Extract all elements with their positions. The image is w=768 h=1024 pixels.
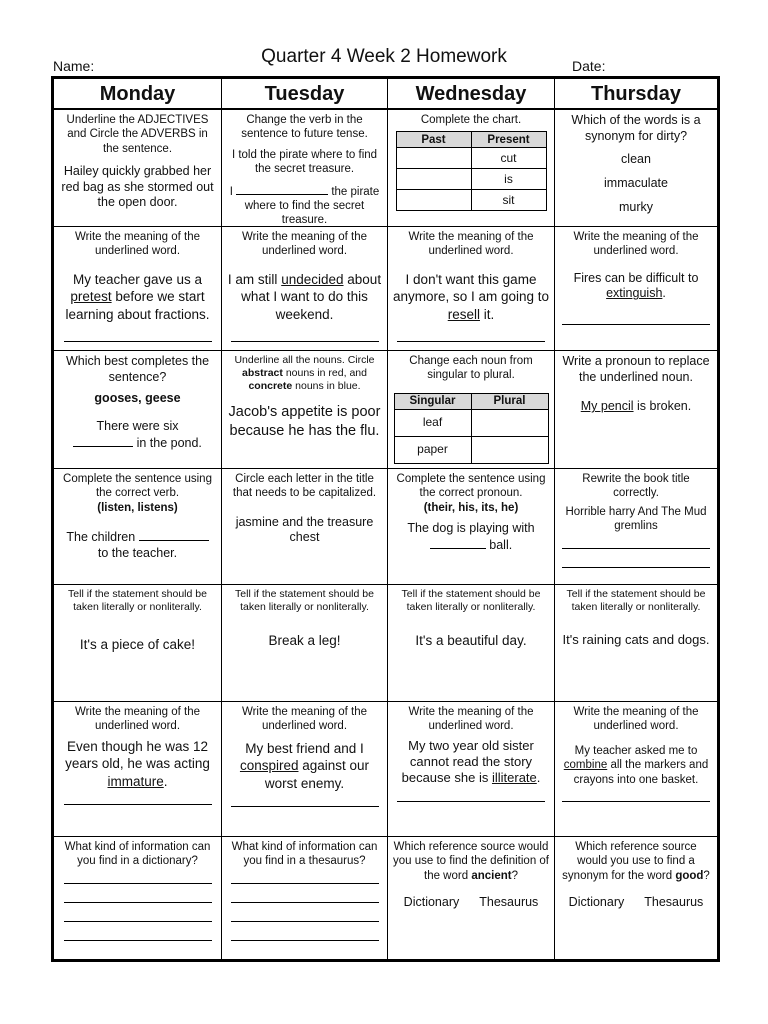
sentence bbox=[559, 744, 713, 787]
cell-r7-tuesday bbox=[222, 837, 388, 959]
underlined-word: immature bbox=[107, 773, 164, 789]
fill-sentence bbox=[392, 521, 550, 553]
instruction bbox=[226, 354, 383, 393]
underlined-word: illiterate bbox=[491, 770, 537, 786]
answer-blank[interactable] bbox=[73, 435, 133, 447]
answer-line[interactable] bbox=[562, 324, 710, 325]
cell-r6-wednesday bbox=[388, 702, 555, 837]
answer-options bbox=[559, 895, 713, 911]
sentence bbox=[392, 738, 550, 787]
sentence bbox=[226, 271, 383, 324]
instruction: Write the meaning of the underlined word. bbox=[573, 231, 699, 258]
book-title[interactable]: jasmine and the treasure chest bbox=[235, 514, 374, 545]
answer-line[interactable] bbox=[231, 341, 379, 342]
text-before: My teacher asked me to bbox=[574, 744, 698, 757]
cell-r7-wednesday bbox=[388, 837, 555, 959]
text-before: I am still bbox=[227, 271, 278, 287]
text-after: . bbox=[536, 770, 541, 786]
cell-r5-monday bbox=[54, 585, 222, 702]
text-after: . bbox=[163, 773, 168, 789]
sentence bbox=[392, 271, 550, 324]
statement: It's a piece of cake! bbox=[79, 637, 196, 653]
answer-blank[interactable] bbox=[430, 537, 486, 549]
cell-r1-tuesday bbox=[222, 110, 388, 227]
singular-word: paper bbox=[394, 436, 471, 463]
keyword-abstract: abstract bbox=[242, 367, 283, 380]
instruction-part: Underline all the nouns. Circle bbox=[234, 354, 375, 366]
option-thesaurus[interactable]: Thesaurus bbox=[644, 895, 704, 910]
instruction: Tell if the statement should be taken literally or nonliterally. bbox=[235, 588, 374, 614]
past-present-chart bbox=[396, 131, 547, 211]
day-header-monday: Monday bbox=[54, 79, 222, 110]
text-before: The children bbox=[66, 530, 136, 545]
instruction: Write the meaning of the underlined word. bbox=[74, 231, 201, 258]
instruction-part: nouns in red, and bbox=[285, 367, 367, 380]
text-before: My two year old sister cannot read the story because she is bbox=[401, 737, 534, 786]
col-header-plural: Plural bbox=[471, 393, 548, 409]
underlined-word: conspired bbox=[239, 758, 299, 774]
cell-r4-thursday bbox=[555, 469, 717, 585]
page-title: Quarter 4 Week 2 Homework bbox=[261, 46, 507, 67]
instruction: Complete the sentence using the correct pronoun. bbox=[396, 473, 546, 500]
homework-grid bbox=[51, 76, 720, 962]
cell-r2-thursday bbox=[555, 227, 717, 351]
col-header-present: Present bbox=[471, 132, 546, 148]
cell-r1-thursday bbox=[555, 110, 717, 227]
cell-r6-monday bbox=[54, 702, 222, 837]
instruction: Change each noun from singular to plural. bbox=[409, 355, 533, 382]
sentence bbox=[58, 271, 217, 324]
instruction: Which best completes the sentence? bbox=[65, 354, 210, 384]
word-options: (listen, listens) bbox=[97, 501, 178, 514]
answer-line[interactable] bbox=[64, 804, 212, 805]
underlined-word: resell bbox=[447, 306, 480, 322]
fill-sentence bbox=[58, 419, 217, 451]
cell-r3-thursday bbox=[555, 351, 717, 469]
text-after: about what I want to do this weekend. bbox=[241, 271, 382, 322]
text-after: all the markers and crayons into one basket. bbox=[573, 759, 709, 786]
answer-line[interactable] bbox=[397, 801, 545, 802]
instruction: Circle each letter in the title that needs to be capitalized. bbox=[232, 473, 377, 500]
answer-line[interactable] bbox=[231, 940, 379, 941]
answer-cell[interactable] bbox=[471, 409, 548, 436]
instruction-part: nouns in blue. bbox=[295, 380, 361, 393]
answer-line[interactable] bbox=[231, 806, 379, 807]
day-header-thursday: Thursday bbox=[555, 79, 717, 110]
answer-line[interactable] bbox=[397, 341, 545, 342]
option-thesaurus[interactable]: Thesaurus bbox=[479, 895, 539, 910]
instruction: Change the verb in the sentence to future tense. bbox=[241, 114, 368, 141]
fill-sentence bbox=[226, 183, 383, 228]
cell-r5-wednesday bbox=[388, 585, 555, 702]
text-after: in the pond. bbox=[136, 435, 202, 450]
cell-r4-wednesday bbox=[388, 469, 555, 585]
cell-r6-thursday bbox=[555, 702, 717, 837]
statement: It's raining cats and dogs. bbox=[562, 632, 710, 648]
present-word: is bbox=[471, 169, 546, 190]
instruction-text: Which reference source would you use to find a synonym for the word bbox=[562, 841, 697, 882]
col-header-past: Past bbox=[396, 132, 471, 148]
answer-cell[interactable] bbox=[396, 169, 471, 190]
text-before: Even though he was 12 years old, he was acting bbox=[65, 738, 210, 772]
instruction: What kind of information can you find in a dictionary? bbox=[64, 841, 211, 868]
underlined-word: combine bbox=[563, 759, 608, 772]
sentence: Jacob's appetite is poor because he has the flu. bbox=[228, 404, 381, 440]
cell-r7-thursday bbox=[555, 837, 717, 959]
sentence: Hailey quickly grabbed her red bag as she stormed out the open door. bbox=[61, 164, 214, 210]
day-header-tuesday: Tuesday bbox=[222, 79, 388, 110]
text-before: I don't want this game anymore, so I am going to bbox=[392, 271, 550, 305]
keyword: good bbox=[675, 869, 704, 882]
instruction: Tell if the statement should be taken literally or nonliterally. bbox=[566, 588, 706, 614]
word-options: gooses, geese bbox=[94, 391, 181, 406]
text-before: My best friend and I bbox=[245, 740, 364, 756]
text-before: My teacher gave us a bbox=[72, 271, 203, 287]
underlined-word: undecided bbox=[281, 271, 344, 287]
text-after: it. bbox=[483, 306, 495, 322]
cell-r5-tuesday bbox=[222, 585, 388, 702]
sentence bbox=[559, 399, 713, 415]
instruction-text: Which reference source would you use to find the definition of the word bbox=[393, 841, 549, 882]
option[interactable]: immaculate bbox=[604, 175, 668, 190]
underlined-word: extinguish bbox=[606, 286, 663, 301]
text-after: is broken. bbox=[637, 399, 692, 414]
sentence bbox=[559, 271, 713, 302]
present-word: sit bbox=[471, 190, 546, 211]
statement: Break a leg! bbox=[268, 633, 341, 649]
question-mark: ? bbox=[511, 869, 518, 882]
day-header-wednesday: Wednesday bbox=[388, 79, 555, 110]
text-before: Fires can be difficult to bbox=[573, 270, 699, 285]
singular-plural-chart bbox=[394, 393, 549, 464]
instruction: Underline the ADJECTIVES and Circle the ADVERBS in the sentence. bbox=[66, 114, 209, 155]
cell-r5-thursday bbox=[555, 585, 717, 702]
cell-r3-wednesday bbox=[388, 351, 555, 469]
option-dictionary[interactable]: Dictionary bbox=[568, 895, 625, 910]
instruction: Complete the chart. bbox=[420, 114, 522, 126]
statement: It's a beautiful day. bbox=[415, 633, 527, 649]
text-after: to the teacher. bbox=[97, 545, 178, 560]
instruction: Complete the sentence using the correct verb. bbox=[63, 473, 212, 500]
instruction bbox=[559, 840, 713, 883]
cell-r3-monday bbox=[54, 351, 222, 469]
answer-cell[interactable] bbox=[396, 148, 471, 169]
instruction: Tell if the statement should be taken literally or nonliterally. bbox=[401, 588, 541, 614]
instruction: What kind of information can you find in a thesaurus? bbox=[231, 841, 378, 868]
name-label: Name: bbox=[53, 58, 95, 74]
cell-r2-wednesday bbox=[388, 227, 555, 351]
answer-cell[interactable] bbox=[396, 190, 471, 211]
text-after: ball. bbox=[489, 537, 513, 552]
cell-r2-tuesday bbox=[222, 227, 388, 351]
answer-cell[interactable] bbox=[471, 436, 548, 463]
text-after: against our worst enemy. bbox=[264, 758, 370, 791]
text-before: There were six bbox=[96, 418, 179, 433]
instruction: Rewrite the book title correctly. bbox=[582, 473, 690, 500]
sentence: I told the pirate where to find the secret treasure. bbox=[231, 148, 378, 176]
book-title: Horrible harry And The Mud gremlins bbox=[565, 505, 707, 533]
cell-r1-wednesday bbox=[388, 110, 555, 227]
cell-r4-tuesday bbox=[222, 469, 388, 585]
sentence bbox=[58, 738, 217, 791]
answer-line[interactable] bbox=[562, 801, 710, 802]
instruction: Write the meaning of the underlined word. bbox=[408, 231, 534, 258]
answer-line[interactable] bbox=[64, 940, 212, 941]
answer-blank[interactable] bbox=[236, 183, 328, 195]
col-header-singular: Singular bbox=[394, 393, 471, 409]
fill-sentence bbox=[58, 529, 217, 561]
cell-r2-monday bbox=[54, 227, 222, 351]
answer-line[interactable] bbox=[562, 567, 710, 568]
word-options: (their, his, its, he) bbox=[423, 501, 519, 514]
worksheet-header bbox=[0, 0, 768, 76]
date-label: Date: bbox=[572, 58, 606, 74]
instruction bbox=[392, 840, 550, 883]
present-word: cut bbox=[471, 148, 546, 169]
keyword-concrete: concrete bbox=[248, 380, 293, 393]
instruction: Write the meaning of the underlined word. bbox=[241, 706, 368, 733]
option[interactable]: clean bbox=[621, 152, 651, 167]
cell-r7-monday bbox=[54, 837, 222, 959]
text-before: The dog is playing with bbox=[407, 521, 535, 536]
cell-r6-tuesday bbox=[222, 702, 388, 837]
instruction: Tell if the statement should be taken literally or nonliterally. bbox=[68, 588, 207, 614]
underlined-word: pretest bbox=[70, 289, 112, 305]
option-dictionary[interactable]: Dictionary bbox=[403, 895, 460, 910]
sentence bbox=[226, 740, 383, 793]
answer-options bbox=[392, 895, 550, 911]
instruction: Write a pronoun to replace the underlined noun. bbox=[562, 354, 710, 384]
option[interactable]: murky bbox=[618, 199, 654, 214]
underlined-noun: My pencil bbox=[580, 399, 634, 414]
instruction: Write the meaning of the underlined word. bbox=[408, 706, 534, 733]
cell-r4-monday bbox=[54, 469, 222, 585]
answer-blank[interactable] bbox=[139, 529, 209, 541]
keyword: ancient bbox=[471, 869, 512, 882]
fill-end: the pirate where to find the secret treasure. bbox=[244, 185, 380, 227]
text-after: before we start learning about fractions. bbox=[65, 289, 210, 322]
cell-r1-monday bbox=[54, 110, 222, 227]
fill-start: I bbox=[229, 185, 233, 198]
singular-word: leaf bbox=[394, 409, 471, 436]
answer-line[interactable] bbox=[64, 341, 212, 342]
instruction: Which of the words is a synonym for dirty? bbox=[571, 113, 701, 143]
question-mark: ? bbox=[703, 869, 710, 882]
text-after: . bbox=[662, 286, 666, 301]
instruction: Write the meaning of the underlined word. bbox=[241, 231, 368, 258]
cell-r3-tuesday bbox=[222, 351, 388, 469]
instruction: Write the meaning of the underlined word. bbox=[573, 706, 699, 733]
instruction: Write the meaning of the underlined word. bbox=[74, 706, 201, 733]
